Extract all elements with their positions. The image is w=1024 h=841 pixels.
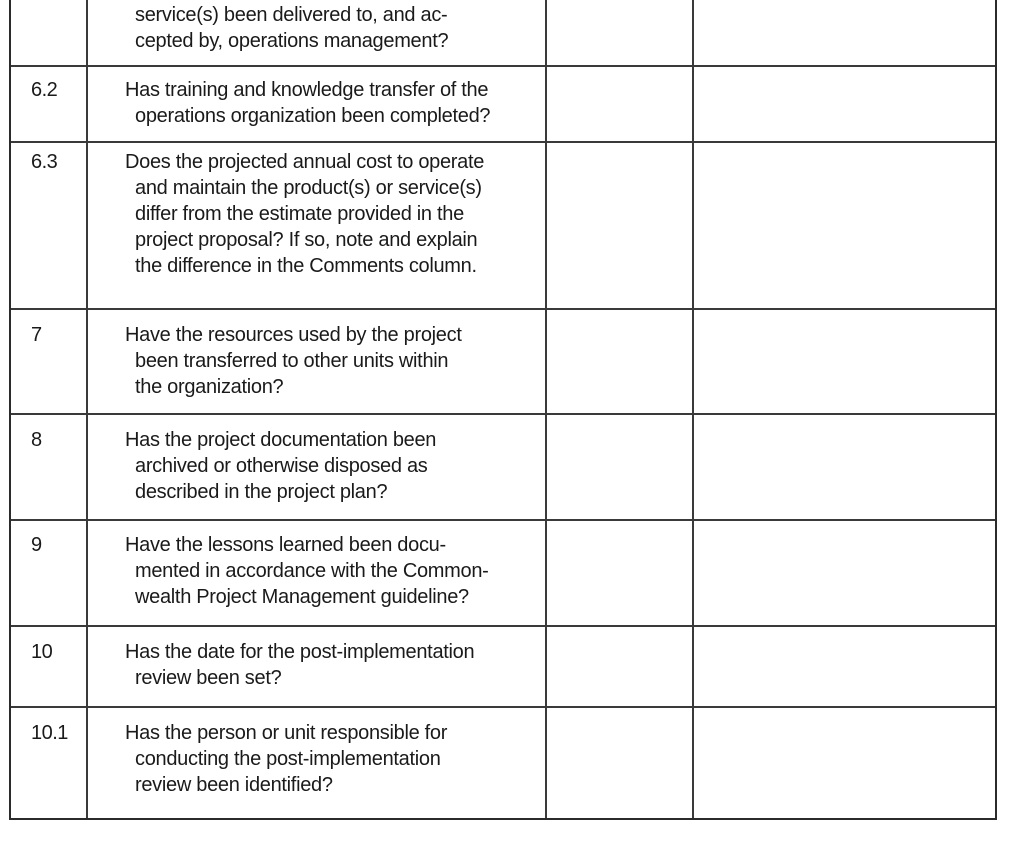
column-divider bbox=[86, 310, 88, 413]
question-line: Has training and knowledge transfer of the bbox=[125, 79, 489, 101]
status-cell[interactable] bbox=[547, 310, 692, 413]
question-line: the organization? bbox=[135, 376, 284, 398]
question-line: and maintain the product(s) or service(s) bbox=[135, 177, 482, 199]
table-row bbox=[11, 0, 995, 67]
comments-cell[interactable] bbox=[694, 143, 993, 308]
question-line: Has the date for the post-implementation bbox=[125, 641, 475, 663]
item-question bbox=[125, 427, 533, 505]
item-number: 9 bbox=[31, 534, 42, 556]
question-line: described in the project plan? bbox=[135, 481, 388, 503]
question-line: service(s) been delivered to, and ac- bbox=[135, 4, 448, 26]
item-number: 6.3 bbox=[31, 151, 58, 173]
comments-cell[interactable] bbox=[694, 627, 993, 706]
question-line: differ from the estimate provided in the bbox=[135, 203, 464, 225]
column-divider bbox=[86, 627, 88, 706]
question-line: project proposal? If so, note and explain bbox=[135, 229, 478, 251]
table-row bbox=[11, 67, 995, 143]
table-row bbox=[11, 310, 995, 415]
status-cell[interactable] bbox=[547, 415, 692, 519]
question-line: the difference in the Comments column. bbox=[135, 255, 477, 277]
item-number: 7 bbox=[31, 324, 42, 346]
column-divider bbox=[86, 521, 88, 625]
column-divider bbox=[86, 67, 88, 141]
item-number: 10.1 bbox=[31, 722, 68, 744]
column-divider bbox=[86, 415, 88, 519]
question-line: Has the project documentation been bbox=[125, 429, 437, 451]
table-row bbox=[11, 415, 995, 521]
status-cell[interactable] bbox=[547, 67, 692, 141]
comments-cell[interactable] bbox=[694, 415, 993, 519]
item-number: 8 bbox=[31, 429, 42, 451]
question-line: review been set? bbox=[135, 667, 282, 689]
question-line: Have the resources used by the project bbox=[125, 324, 462, 346]
item-question bbox=[125, 149, 533, 279]
comments-cell[interactable] bbox=[694, 310, 993, 413]
comments-cell[interactable] bbox=[694, 708, 993, 818]
table-row bbox=[11, 708, 995, 818]
item-question bbox=[125, 639, 533, 691]
item-question bbox=[125, 77, 533, 129]
question-line: mented in accordance with the Common- bbox=[135, 560, 489, 582]
table-row bbox=[11, 521, 995, 627]
status-cell[interactable] bbox=[547, 143, 692, 308]
column-divider bbox=[86, 708, 88, 818]
comments-cell[interactable] bbox=[694, 67, 993, 141]
question-line: wealth Project Management guideline? bbox=[135, 586, 469, 608]
question-line: cepted by, operations management? bbox=[135, 30, 449, 52]
question-line: Has the person or unit responsible for bbox=[125, 722, 448, 744]
question-line: been transferred to other units within bbox=[135, 350, 449, 372]
status-cell[interactable] bbox=[547, 708, 692, 818]
item-question bbox=[125, 720, 533, 798]
item-question bbox=[125, 532, 533, 610]
checklist-table bbox=[9, 0, 997, 820]
item-question bbox=[125, 2, 533, 54]
question-line: Does the projected annual cost to operate bbox=[125, 151, 485, 173]
question-line: review been identified? bbox=[135, 774, 333, 796]
table-row bbox=[11, 143, 995, 310]
comments-cell[interactable] bbox=[694, 0, 993, 65]
status-cell[interactable] bbox=[547, 521, 692, 625]
question-line: Have the lessons learned been docu- bbox=[125, 534, 446, 556]
question-line: archived or otherwise disposed as bbox=[135, 455, 428, 477]
item-question bbox=[125, 322, 533, 400]
table-row bbox=[11, 627, 995, 708]
question-line: conducting the post-implementation bbox=[135, 748, 441, 770]
item-number: 10 bbox=[31, 641, 53, 663]
column-divider bbox=[86, 0, 88, 65]
item-number: 6.2 bbox=[31, 79, 58, 101]
status-cell[interactable] bbox=[547, 0, 692, 65]
status-cell[interactable] bbox=[547, 627, 692, 706]
comments-cell[interactable] bbox=[694, 521, 993, 625]
question-line: operations organization been completed? bbox=[135, 105, 491, 127]
column-divider bbox=[86, 143, 88, 308]
